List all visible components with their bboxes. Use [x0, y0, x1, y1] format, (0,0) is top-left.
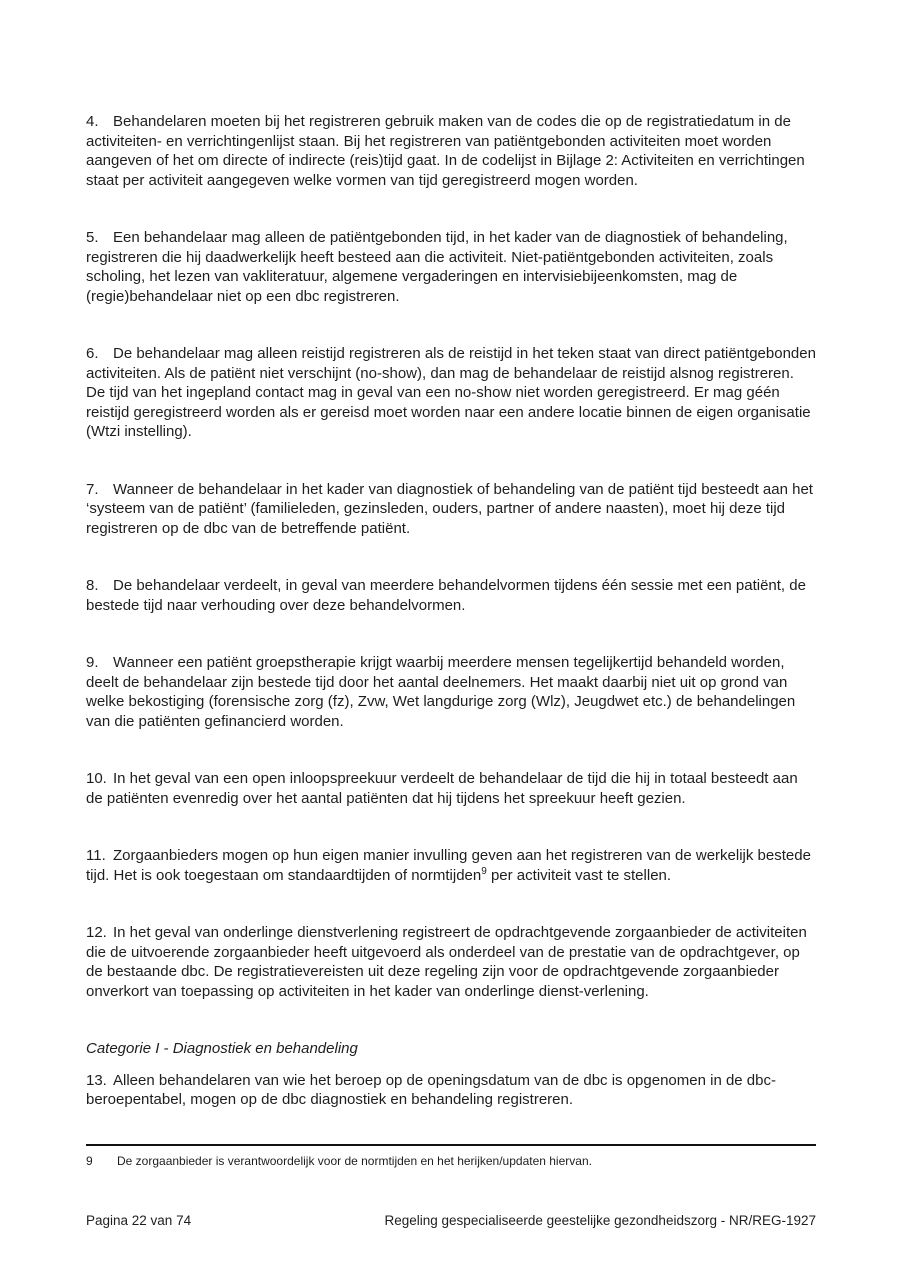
category-heading: Categorie I - Diagnostiek en behandeling — [86, 1040, 358, 1057]
footnote-divider — [86, 1144, 816, 1146]
footnote — [86, 1154, 816, 1169]
paragraph-text: De behandelaar mag alleen reistijd registreren als de reistijd in het teken staat van direct patiëntgebonden activiteiten. Als de patiënt niet verschijnt (no-show), dan mag de behandelaar de reistijd alsnog registreren. De tijd van het ingepland contact mag in geval van een no-show niet worden geregistreerd. Er mag géén reistijd geregistreerd worden als er gereisd moet worden naar een andere locatie binnen de eigen organisatie (Wtzi instelling). — [86, 345, 816, 440]
paragraph-10 — [86, 769, 816, 808]
paragraph-number: 9. — [86, 654, 99, 671]
paragraph-9 — [86, 653, 816, 731]
paragraph-13 — [86, 1071, 816, 1110]
page-number: Pagina 22 van 74 — [86, 1213, 192, 1228]
paragraph-text: Wanneer een patiënt groepstherapie krijgt waarbij meerdere mensen tegelijkertijd behandeld worden, deelt de behandelaar zijn bestede tijd door het aantal deelnemers. Het maakt daarbij niet uit op grond van welke bekostiging (forensische zorg (fz), Zvw, Wet langdurige zorg (Wlz), Jeugdwet etc.) de behandelingen van die patiënten gefinancierd worden. — [86, 654, 796, 730]
paragraph-text: Zorgaanbieders mogen op hun eigen manier invulling geven aan het registreren van de werkelijk bestede tijd. Het is ook toegestaan om standaardtijden of normtijden — [86, 847, 811, 884]
document-title: Regeling gespecialiseerde geestelijke gezondheidszorg - NR/REG-1927 — [384, 1213, 816, 1228]
paragraph-number: 7. — [86, 480, 99, 498]
paragraph-7 — [86, 480, 816, 539]
footnote-number: 9 — [86, 1154, 93, 1168]
paragraph-text: Wanneer de behandelaar in het kader van diagnostiek of behandeling van de patiënt tijd besteedt aan het ‘systeem van de patiënt’ (familieleden, gezinsleden, ouders, partner of andere naasten), moet hij deze tijd registreren op de dbc van de betreffende patiënt. — [86, 480, 813, 537]
paragraph-text: De behandelaar verdeelt, in geval van meerdere behandelvormen tijdens één sessie met een patiënt, de bestede tijd naar verhouding over deze behandelvormen. — [86, 577, 806, 614]
paragraph-number: 13. — [86, 1071, 107, 1089]
paragraph-12 — [86, 923, 816, 1001]
paragraph-text: In het geval van onderlinge dienstverlening registreert de opdrachtgevende zorgaanbieder de activiteiten die de uitvoerende zorgaanbieder heeft uitgevoerd als onderdeel van de prestatie van de opdrachtgever, op de bestaande dbc. De registratievereisten uit deze regeling zijn voor de opdrachtgevende zorgaanbieder onverkort van toepassing op activiteiten in het kader van onderlinge dienst-verlening. — [86, 924, 807, 1000]
paragraph-5 — [86, 228, 816, 306]
footnote-section — [86, 1144, 816, 1169]
page-body — [86, 112, 816, 1148]
paragraph-text: per activiteit vast te stellen. — [486, 866, 672, 884]
page-footer — [86, 1212, 816, 1229]
paragraph-number: 11. — [86, 847, 106, 864]
footnote-text: De zorgaanbieder is verantwoordelijk voor de normtijden en het herijken/updaten hiervan. — [117, 1154, 592, 1168]
paragraph-number: 12. — [86, 924, 107, 941]
paragraph-text: Alleen behandelaren van wie het beroep op de openingsdatum van de dbc is opgenomen in de dbc-beroepentabel, mogen op de dbc diagnostiek en behandeling registreren. — [86, 1071, 776, 1108]
paragraph-6 — [86, 344, 816, 442]
paragraph-text: Behandelaren moeten bij het registreren gebruik maken van de codes die op de registratiedatum in de activiteiten- en verrichtingenlijst staan. Bij het registreren van patiëntgebonden activiteiten moet worden aangeven of het om directe of indirecte (reis)tijd gaat. In de codelijst in Bijlage 2: Activiteiten en verrichtingen staat per activiteit aangegeven welke vormen van tijd geregistreerd mogen worden. — [86, 113, 805, 189]
paragraph-text: Een behandelaar mag alleen de patiëntgebonden tijd, in het kader van de diagnostiek of behandeling, registreren die hij daadwerkelijk heeft besteed aan die activiteit. Niet-patiëntgebonden activiteiten, zoals scholing, het lezen van vakliteratuur, algemene vergaderingen en intervisiebijeenkomsten, mag de (regie)behandelaar niet op een dbc registreren. — [86, 229, 788, 305]
paragraph-number: 5. — [86, 229, 99, 246]
paragraph-number: 8. — [86, 577, 99, 594]
paragraph-4 — [86, 112, 816, 190]
paragraph-number: 6. — [86, 345, 99, 362]
paragraph-number: 4. — [86, 113, 99, 130]
paragraph-11 — [86, 846, 816, 885]
footnote-reference: 9 — [481, 865, 487, 877]
paragraph-text: In het geval van een open inloopspreekuur verdeelt de behandelaar de tijd die hij in totaal besteedt aan de patiënten evenredig over het aantal patiënten dat hij tijdens het spreekuur heeft gezien. — [86, 770, 798, 807]
paragraph-8 — [86, 576, 816, 615]
paragraph-number: 10. — [86, 770, 107, 787]
